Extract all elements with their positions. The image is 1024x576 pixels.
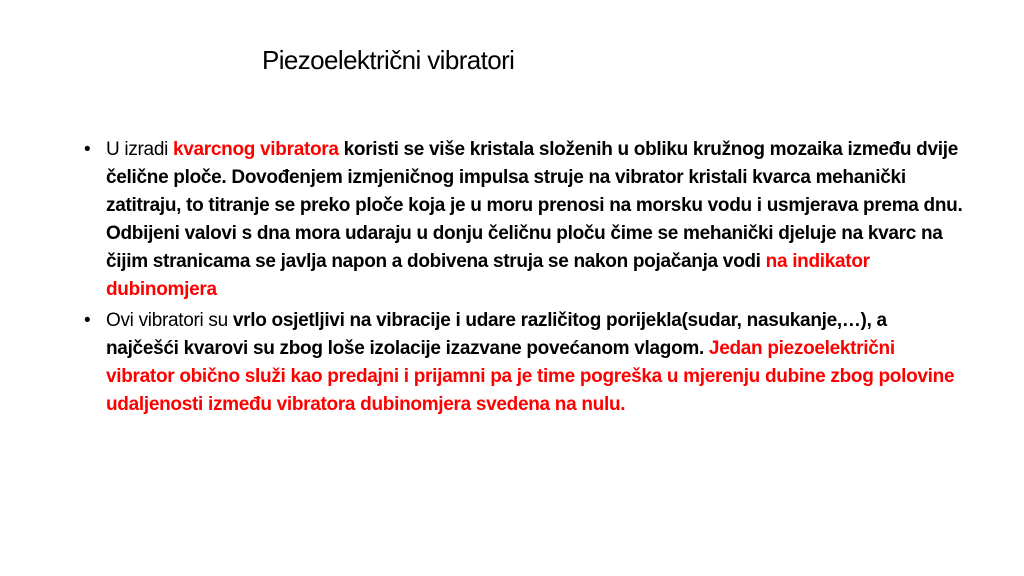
bullet-1-body: koristi se više kristala složenih u obliku kružnog mozaika između dvije čelične ploče. Dovođenjem izmjeničnog impulsa struje na vibrator kristali kvarca mehanički zatitraju, to titranje se preko ploče koja je u moru prenosi na morsku vodu i usmjerava prema dnu. Odbijeni valovi s dna mora udaraju u donju čeličnu ploču čime se mehanički djeluje na kvarc na čijim stranicama se javlja napon a dobivena struja se nakon pojačanja vodi	[106, 139, 963, 272]
bullet-item-sensitivity	[84, 307, 964, 419]
bullet-1-highlight-end: na indikator dubinomjera	[106, 251, 870, 300]
bullet-1-intro: U izradi	[106, 139, 173, 160]
bullet-2-highlight: Jedan piezoelektrični vibrator obično služi kao predajni i prijamni pa je time pogreška u mjerenju dubine zbog polovine udaljenosti između vibratora dubinomjera svedena na nulu.	[106, 338, 955, 415]
bullet-list	[84, 136, 964, 422]
bullet-2-intro: Ovi vibratori su	[106, 310, 233, 331]
bullet-2-body: vrlo osjetljivi na vibracije i udare različitog porijekla(sudar, nasukanje,…), a najčešći kvarovi su zbog loše izolacije izazvane povećanom vlagom.	[106, 310, 887, 359]
slide-title: Piezoelektrični vibratori	[262, 45, 515, 75]
bullet-item-quartz-vibrator	[84, 136, 964, 304]
bullet-icon: •	[84, 310, 91, 331]
bullet-1-highlight-term: kvarcnog vibratora	[172, 139, 339, 160]
bullet-icon: •	[84, 139, 91, 160]
